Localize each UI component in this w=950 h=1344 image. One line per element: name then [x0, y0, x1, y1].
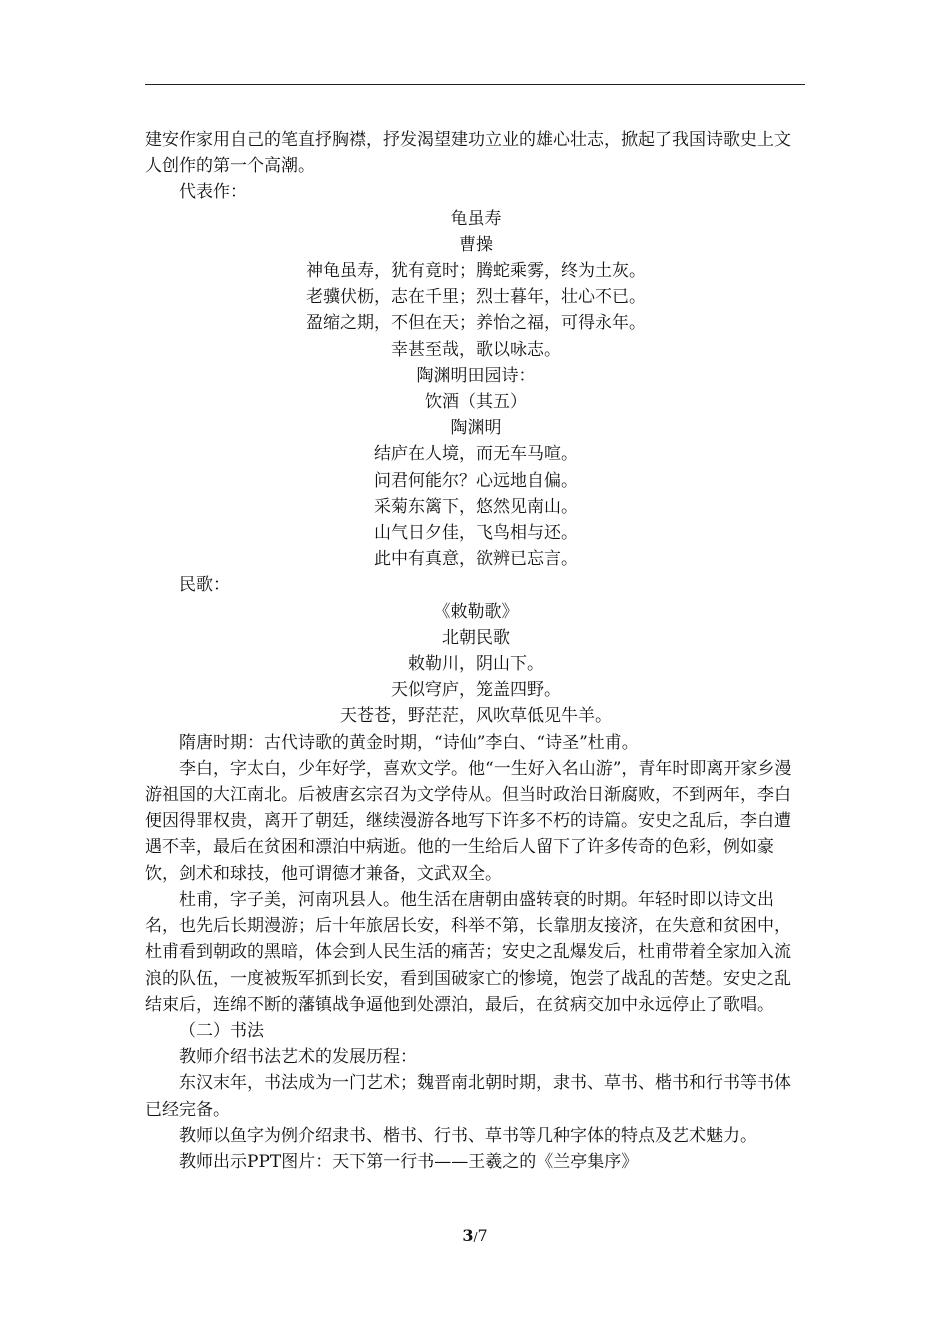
centered-line: 问君何能尔？心远地自偏。 — [374, 470, 578, 491]
current-page: 3 — [462, 1226, 474, 1245]
centered-line: 龟虽寿 — [450, 208, 502, 229]
paragraph: 李白，字太白，少年好学，喜欢文学。他“一生好入名山游”，青年时即离开家乡漫游祖国的大江南北。后被唐玄宗召为文学侍从。但当时政治日渐腐败，不到两年，李白便因得罪权贵，离开了朝廷，继续漫游各地写下许多不朽的诗篇。安史之乱后，李白遭遇不幸，最后在贫困和漂泊中病逝。他的一生给后人留下了许多传奇的色彩，例如豪饮，剑术和球技，他可谓德才兼备，文武双全。 — [145, 758, 792, 884]
centered-line: 山气日夕佳，飞鸟相与还。 — [374, 523, 578, 544]
centered-line: 陶渊明田园诗： — [416, 365, 536, 386]
centered-line: 盈缩之期，不但在天；养怡之福，可得永年。 — [306, 313, 646, 334]
paragraph: 隋唐时期：古代诗歌的黄金时期，“诗仙”李白、“诗圣”杜甫。 — [179, 732, 639, 753]
centered-line: 北朝民歌 — [442, 627, 510, 648]
paragraph: 教师介绍书法艺术的发展历程： — [179, 1047, 417, 1068]
page-number — [0, 1226, 950, 1245]
centered-line: 敕勒川，阴山下。 — [408, 654, 544, 675]
centered-line: 饮酒（其五） — [425, 392, 527, 413]
centered-line: 老骥伏枥，志在千里；烈士暮年，壮心不已。 — [306, 287, 646, 308]
page-separator: / — [473, 1230, 478, 1244]
paragraph: （二）书法 — [179, 1020, 264, 1041]
document-body — [145, 127, 807, 1175]
centered-line: 此中有真意，欲辨已忘言。 — [374, 549, 578, 570]
paragraph: 教师以鱼字为例介绍隶书、楷书、行书、草书等几种字体的特点及艺术魅力。 — [179, 1125, 757, 1146]
header-rule — [145, 84, 805, 85]
centered-line: 天苍苍，野茫茫，风吹草低见牛羊。 — [340, 706, 612, 727]
total-pages: 7 — [477, 1226, 488, 1245]
centered-line: 《敕勒歌》 — [433, 601, 519, 622]
centered-line: 天似穹庐，笼盖四野。 — [391, 680, 561, 701]
paragraph: 东汉末年，书法成为一门艺术；魏晋南北朝时期，隶书、草书、楷书和行书等书体已经完备。 — [145, 1073, 791, 1120]
centered-line: 幸甚至哉，歌以咏志。 — [391, 339, 561, 360]
centered-line: 陶渊明 — [450, 418, 502, 439]
centered-line: 采菊东篱下，悠然见南山。 — [374, 496, 578, 517]
centered-line: 神龟虽寿，犹有竟时；腾蛇乘雾，终为土灰。 — [306, 261, 646, 282]
paragraph: 教师出示PPT图片：天下第一行书——王羲之的《兰亭集序》 — [179, 1151, 639, 1172]
paragraph: 建安作家用自己的笔直抒胸襟，抒发渴望建功立业的雄心壮志，掀起了我国诗歌史上文人创作的第一个高潮。 — [145, 130, 791, 177]
paragraph: 民歌： — [179, 575, 230, 596]
paragraph: 杜甫，字子美，河南巩县人。他生活在唐朝由盛转衰的时期。年轻时即以诗文出名，也先后长期漫游；后十年旅居长安，科举不第，长靠朋友接济，在失意和贫困中，杜甫看到朝政的黑暗，体会到人民生活的痛苦；安史之乱爆发后，杜甫带着全家加入流浪的队伍，一度被叛军抓到长安，看到国破家亡的惨境，饱尝了战乱的苦楚。安史之乱结束后，连绵不断的藩镇战争逼他到处漂泊，最后，在贫病交加中永远停止了歌唱。 — [145, 889, 791, 1015]
centered-line: 曹操 — [459, 234, 493, 255]
paragraph: 代表作： — [179, 182, 247, 203]
centered-line: 结庐在人境，而无车马喧。 — [374, 444, 578, 465]
